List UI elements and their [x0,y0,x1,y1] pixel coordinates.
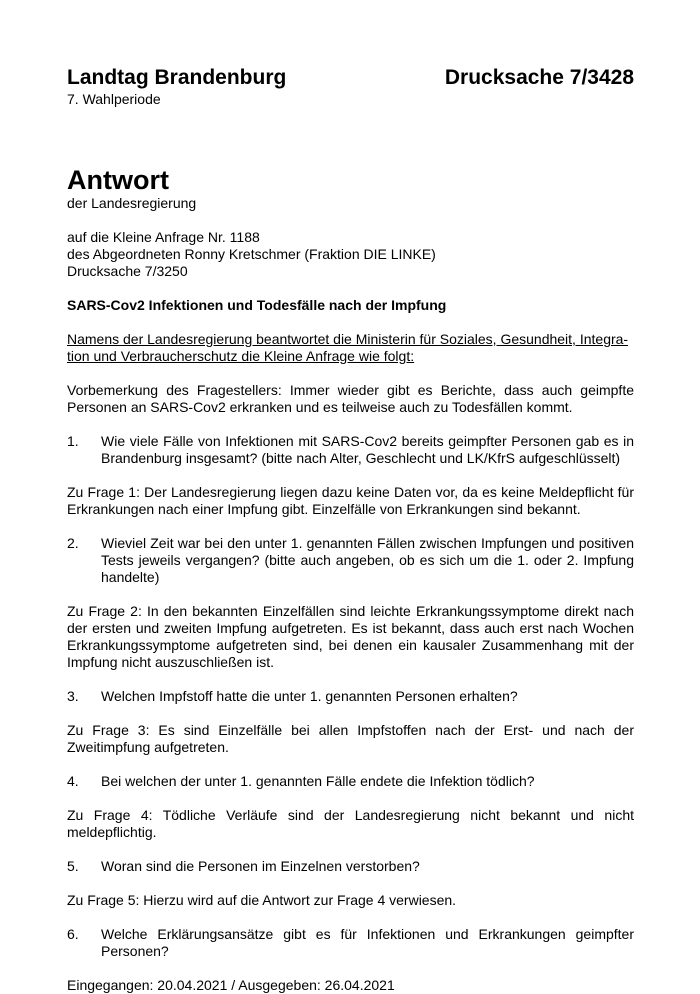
response-2: Zu Frage 2: In den bekannten Einzelfällen sind leichte Erkrankungssymptome direkt nach der ersten und zweiten Impfung aufgetreten. Es ist bekannt, dass auch erst nach Wochen Erkrankungssymptome aufgetreten sind, bei denen ein kausaler Zusammenhang mit der Impfung nicht auszuschließen ist. [67,603,634,670]
reference-line-2: des Abgeordneten Ronny Kretschmer (Fraktion DIE LINKE) [67,246,436,262]
question-number: 3. [67,688,79,704]
question-3 [67,688,634,705]
question-1 [67,433,634,467]
question-5 [67,858,634,875]
question-text: Bei welchen der unter 1. genannten Fälle endete die Infektion tödlich? [101,773,535,789]
question-number: 6. [67,926,79,942]
reference-line-3: Drucksache 7/3250 [67,263,188,279]
response-3: Zu Frage 3: Es sind Einzelfälle bei allen Impfstoffen nach der Erst- und nach der Zweitimpfung aufgetreten. [67,722,634,755]
question-2 [67,535,634,586]
response-5: Zu Frage 5: Hierzu wird auf die Antwort zur Frage 4 verwiesen. [67,892,457,908]
question-text: Wie viele Fälle von Infektionen mit SARS-Cov2 bereits geimpfter Personen gab es in Brandenburg insgesamt? (bitte nach Alter, Geschlecht und LK/KfrS aufgeschlüsselt) [101,433,634,466]
answer-title: Antwort [67,165,169,195]
reference-line-1: auf die Kleine Anfrage Nr. 1188 [67,229,260,245]
document-header [67,66,634,90]
question-number: 1. [67,433,79,449]
reference-block [67,229,634,280]
question-4 [67,773,634,790]
intro-statement [67,331,634,365]
preliminary-remark: Vorbemerkung des Fragestellers: Immer wieder gibt es Berichte, dass auch geimpfte Personen an SARS-Cov2 erkranken und es teilweise auch zu Todesfällen kommt. [67,382,634,415]
answer-subtitle: der Landesregierung [67,195,197,211]
intro-line-1: Namens der Landesregierung beantwortet die Ministerin für Soziales, Gesundheit, Integra- [67,331,629,347]
submission-dates: Eingegangen: 20.04.2021 / Ausgegeben: 26.04.2021 [67,977,395,993]
parliament-name: Landtag Brandenburg [67,66,287,89]
question-text: Wieviel Zeit war bei den unter 1. genannten Fällen zwischen Impfungen und positiven Tests jeweils vergangen? (bitte auch angeben, ob es sich um die 1. oder 2. Impfung handelte) [101,535,634,585]
question-text: Woran sind die Personen im Einzelnen verstorben? [101,858,420,874]
response-4: Zu Frage 4: Tödliche Verläufe sind der Landesregierung nicht bekannt und nicht meldepflichtig. [67,807,634,840]
document-page [67,66,634,994]
question-number: 4. [67,773,79,789]
question-text: Welchen Impfstoff hatte die unter 1. genannten Personen erhalten? [101,688,518,704]
intro-line-2: tion und Verbraucherschutz die Kleine Anfrage wie folgt: [67,348,415,364]
subject-heading: SARS-Cov2 Infektionen und Todesfälle nach der Impfung [67,297,447,313]
question-number: 5. [67,858,79,874]
drucksache-number: Drucksache 7/3428 [444,66,634,89]
question-text: Welche Erklärungsansätze gibt es für Infektionen und Erkrankungen geimpfter Personen? [101,926,634,959]
response-1: Zu Frage 1: Der Landesregierung liegen dazu keine Daten vor, da es keine Meldepflicht für Erkrankungen nach einer Impfung gibt. Einzelfälle von Erkrankungen sind bekannt. [67,484,634,517]
question-6 [67,926,634,960]
legislative-period: 7. Wahlperiode [67,91,161,107]
question-number: 2. [67,535,79,551]
